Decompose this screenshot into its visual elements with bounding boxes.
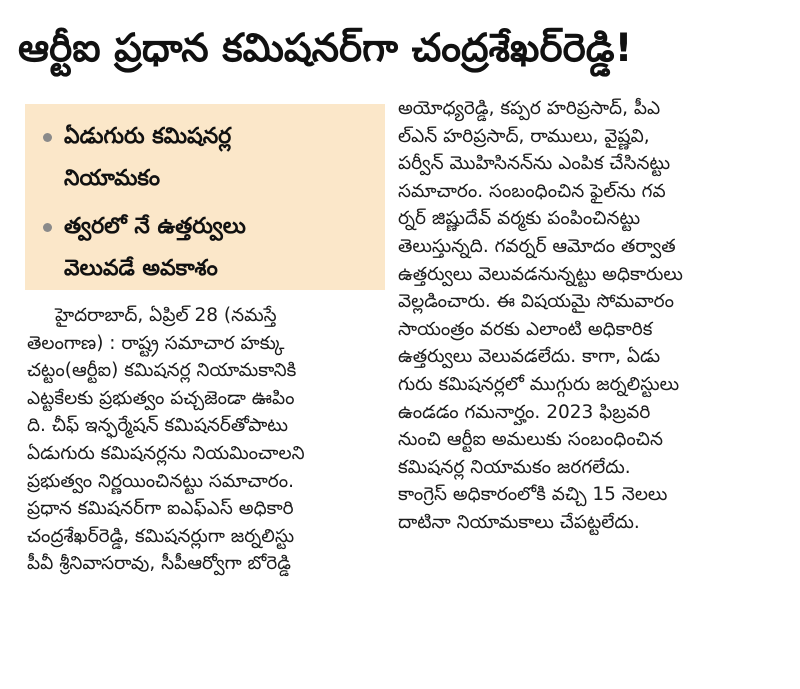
highlight-line: త్వరలో నే ఉత్తర్వులు — [64, 214, 246, 239]
highlight-box — [25, 104, 385, 290]
article-column-left — [27, 302, 385, 578]
article-line: గురు కమిషనర్లలో ముగ్గురు జర్నలిస్టులు — [398, 373, 680, 395]
article-line: పీవీ శ్రీనివాసరావు, సీపీఆర్వోగా బోరెడ్డి — [27, 553, 291, 575]
highlight-text — [64, 206, 246, 290]
bullet-icon — [43, 223, 52, 232]
article-line: ప్రభుత్వం నిర్ణయించినట్టు సమాచారం. — [27, 470, 295, 492]
article-line: ర్నర్ జిష్ణుదేవ్ వర్మకు పంపించినట్టు — [398, 208, 641, 230]
highlight-line: ఏడుగురు కమిషనర్ల — [64, 124, 232, 149]
article-line: ఉత్తర్వులు వెలువడలేదు. కాగా, ఏడు — [398, 346, 661, 368]
article-line: ది. చీఫ్ ఇన్ఫర్మేషన్ కమిషనర్‌తోపాటు — [27, 415, 288, 437]
article-line: అయోధ్యరెడ్డి, కప్పర హరిప్రసాద్, పీఎ — [398, 98, 661, 119]
highlight-text — [64, 116, 231, 200]
article-line: చంద్రశేఖర్‌రెడ్డి, కమిషనర్లుగా జర్నలిస్టు — [27, 525, 295, 547]
article-line: కాంగ్రెస్ అధికారంలోకి వచ్చి 15 నెలలు — [398, 484, 668, 506]
article-line: ఉండడం గమనార్హం. 2023 ఫిబ్రవరి — [398, 401, 651, 423]
bullet-icon — [43, 133, 52, 142]
article-line: వెల్లడించారు. ఈ విషయమై సోమవారం — [398, 291, 675, 313]
highlight-item — [39, 206, 373, 290]
article-line: దాటినా నియామకాలు చేపట్టలేదు. — [398, 511, 640, 533]
article-line: పర్వీన్ మొహిసినన్‌ను ఎంపిక చేసినట్టు — [398, 153, 671, 175]
highlight-item — [39, 116, 373, 200]
article-line: సమాచారం. సంబంధించిన ఫైల్‌ను గవ — [398, 180, 666, 202]
article-column-right — [398, 95, 782, 537]
highlight-line: వెలువడే అవకాశం — [64, 256, 218, 281]
highlight-line: నియామకం — [64, 166, 161, 191]
article-line: ఏడుగురు కమిషనర్లను నియమించాలని — [27, 442, 305, 464]
article-line: తెలుస్తున్నది. గవర్నర్ ఆమోదం తర్వాత — [398, 235, 676, 257]
article-line: చట్టం(ఆర్టీఐ) కమిషనర్ల నియామకానికి — [27, 360, 297, 382]
headline: ఆర్టీఐ ప్రధాన కమిషనర్‌గా చంద్రశేఖర్‌రెడ్డి! — [18, 26, 633, 71]
article-line: ఎట్టకేలకు ప్రభుత్వం పచ్చజెండా ఊపిం — [27, 387, 295, 409]
article-line: సాయంత్రం వరకు ఎలాంటి అధికారిక — [398, 318, 653, 340]
article-line: ప్రధాన కమిషనర్‌గా ఐఎఫ్ఎస్ అధికారి — [27, 498, 294, 520]
article-line: ఉత్తర్వులు వెలువడనున్నట్టు అధికారులు — [398, 263, 683, 285]
article-line: కమిషనర్ల నియామకం జరగలేదు. — [398, 456, 631, 478]
article-line: ల్ఎన్ హరిప్రసాద్, రాములు, వైష్ణవి, — [398, 125, 650, 147]
article-line: తెలంగాణ) : రాష్ట్ర సమాచార హక్కు — [27, 332, 285, 354]
article-line: హైదరాబాద్, ఏప్రిల్ 28 (నమస్తే — [55, 305, 277, 326]
article-line: నుంచి ఆర్టీఐ అమలుకు సంబంధించిన — [398, 429, 663, 451]
